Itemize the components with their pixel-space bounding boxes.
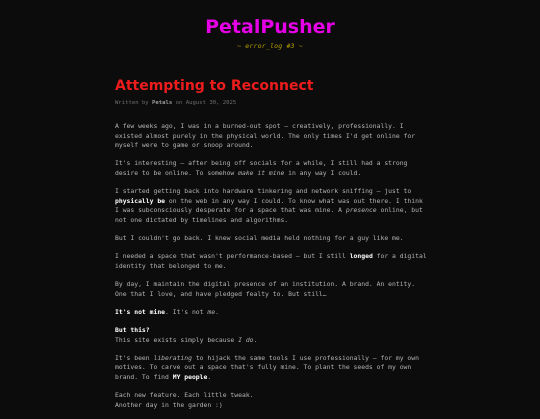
italic-text: me bbox=[207, 307, 216, 316]
byline-prefix: Written by bbox=[115, 100, 153, 106]
italic-text: presence bbox=[345, 206, 377, 215]
site-header bbox=[0, 0, 540, 50]
paragraph-text: . bbox=[215, 307, 219, 316]
site-title-link[interactable]: PetalPusher bbox=[205, 16, 335, 38]
site-tagline: ~ error_log #3 ~ bbox=[237, 42, 303, 50]
post-paragraph bbox=[115, 280, 427, 299]
post-body bbox=[115, 122, 427, 419]
paragraph-text: Each new feature. Each little tweak. bbox=[115, 391, 254, 400]
byline-mid: on bbox=[172, 100, 186, 106]
post-paragraph bbox=[115, 159, 427, 178]
paragraph-text: By day, I maintain the digital presence of an institution. A brand. An entity. One that I love, and have pledged fealty to. But still… bbox=[115, 280, 416, 298]
bold-text: It's not mine bbox=[115, 307, 166, 316]
paragraph-text: . bbox=[253, 335, 258, 344]
post-title: Attempting to Reconnect bbox=[115, 78, 314, 94]
post-date: August 30, 2025 bbox=[185, 100, 237, 106]
post-paragraph bbox=[115, 252, 427, 271]
bold-text: But this? bbox=[115, 326, 150, 335]
paragraph-text: It's interesting — after being off socials for a while, I still had a strong desire to be online. To somehow bbox=[115, 159, 408, 177]
paragraph-text: This site exists simply because bbox=[115, 335, 239, 344]
paragraph-text: . bbox=[207, 373, 212, 382]
paragraph-text: . It's not bbox=[165, 307, 208, 316]
paragraph-text: to hijack the same tools I use professionally — for my own motives. To carve out a space that's fully mine. To plant the seeds of my own brand. To find bbox=[115, 353, 419, 382]
paragraph-text: A few weeks ago, I was in a burned-out spot — creatively, professionally. I existed almost purely in the physical world. The only times I'd get online for myself were to game or snoop around. bbox=[115, 122, 416, 150]
paragraph-text: I needed a space that wasn't performance-based — but I still bbox=[115, 252, 350, 261]
post-paragraph bbox=[115, 187, 427, 225]
post-byline bbox=[115, 100, 236, 106]
paragraph-text: It's been bbox=[115, 353, 154, 362]
paragraph-text: in any way I could. bbox=[284, 168, 362, 177]
paragraph-text: Another day in the garden :) bbox=[115, 400, 223, 409]
paragraph-text: on the web in any way I could. To know what was out there. I think I was subconsciously desperate for a space that was mine. A bbox=[115, 196, 423, 215]
post-paragraph bbox=[115, 308, 427, 318]
italic-text: I do bbox=[238, 335, 254, 344]
post-author[interactable]: Petals bbox=[152, 100, 173, 106]
bold-text: MY people bbox=[172, 373, 208, 382]
paragraph-text: I started getting back into hardware tinkering and network sniffing — just to bbox=[115, 187, 412, 196]
post-paragraph bbox=[115, 354, 427, 383]
post-paragraph bbox=[115, 326, 427, 345]
italic-text: make it mine bbox=[238, 168, 285, 177]
paragraph-text: for a digital identity that belonged to me. bbox=[115, 252, 427, 270]
bold-text: physically be bbox=[115, 196, 166, 205]
paragraph-text: online, but not one dictated by timelines and algorithms. bbox=[115, 206, 423, 224]
bold-text: longed bbox=[349, 252, 373, 261]
italic-text: liberating bbox=[153, 353, 192, 362]
post-paragraph bbox=[115, 122, 427, 151]
post-paragraph bbox=[115, 234, 427, 244]
post-paragraph bbox=[115, 391, 427, 410]
paragraph-text: But I couldn't go back. I knew social media held nothing for a guy like me. bbox=[115, 234, 404, 243]
